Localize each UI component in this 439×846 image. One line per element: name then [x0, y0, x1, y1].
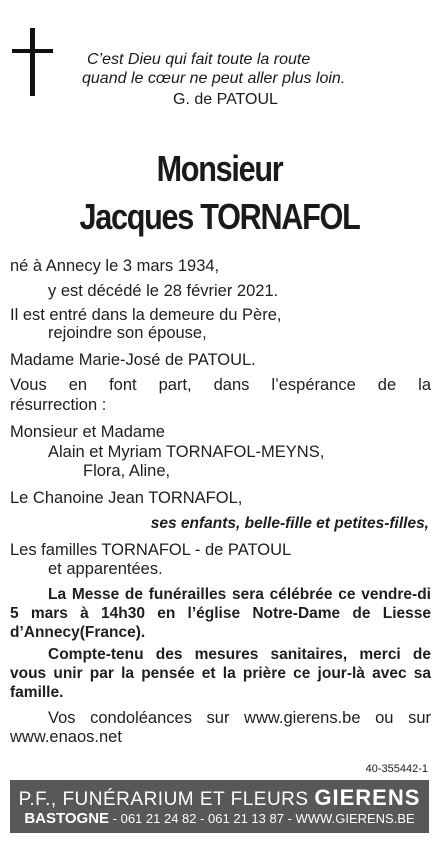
birth-line: né à Annecy le 3 mars 1934, [10, 257, 220, 275]
sanitary-paragraph: Compte-tenu des mesures sanitaires, merci de vous unir par la pensée et la prière ce jour-là avec sa famille. [10, 646, 431, 701]
families-line-2: et apparentées. [48, 560, 163, 578]
entered-line-2: rejoindre son épouse, [48, 324, 207, 342]
families-line-1: Les familles TORNAFOL - de PATOUL [10, 541, 292, 559]
cross-icon-bar [12, 49, 53, 53]
death-line: y est décédé le 28 février 2021. [48, 282, 279, 300]
canon-line: Le Chanoine Jean TORNAFOL, [10, 489, 243, 507]
footer-banner [10, 780, 429, 833]
family-line-1: Monsieur et Madame [10, 423, 165, 441]
inform-line-1: Vous en font part, dans l’espérance de la [10, 376, 431, 394]
cross-icon [30, 28, 35, 96]
footer-contacts [10, 810, 429, 827]
quote-line-2: quand le cœur ne peut aller plus loin. [82, 70, 346, 87]
wife-line: Madame Marie-José de PATOUL. [10, 351, 256, 369]
name-title: Monsieur [156, 148, 283, 189]
quote-author: G. de PATOUL [173, 91, 278, 108]
footer-contact-info: - 061 21 24 82 - 061 21 13 87 - WWW.GIERENS.BE [109, 811, 415, 826]
children-line: ses enfants, belle-fille et petites-filles, [150, 515, 429, 532]
entered-line-1: Il est entré dans la demeure du Père, [10, 306, 282, 324]
family-line-2: Alain et Myriam TORNAFOL-MEYNS, [48, 443, 325, 461]
condolences-paragraph: Vos condoléances sur www.gierens.be ou sur www.enaos.net [10, 709, 431, 746]
inform-line-2: résurrection : [10, 396, 107, 414]
family-line-3: Flora, Aline, [83, 462, 171, 480]
footer-prefix: P.F., FUNÉRARIUM ET FLEURS [18, 789, 309, 810]
mass-paragraph: La Messe de funérailles sera célébrée ce vendre-di 5 mars à 14h30 en l’église Notre-Dame de Liesse d’Annecy(France). [10, 586, 431, 641]
footer-title [10, 785, 429, 811]
name-full: Jacques TORNAFOL [79, 196, 360, 237]
reference-number: 40-355442-1 [365, 763, 428, 775]
footer-city: BASTOGNE [24, 810, 110, 827]
footer-brand: GIERENS [314, 785, 421, 810]
quote-line-1: C’est Dieu qui fait toute la route [87, 51, 311, 68]
